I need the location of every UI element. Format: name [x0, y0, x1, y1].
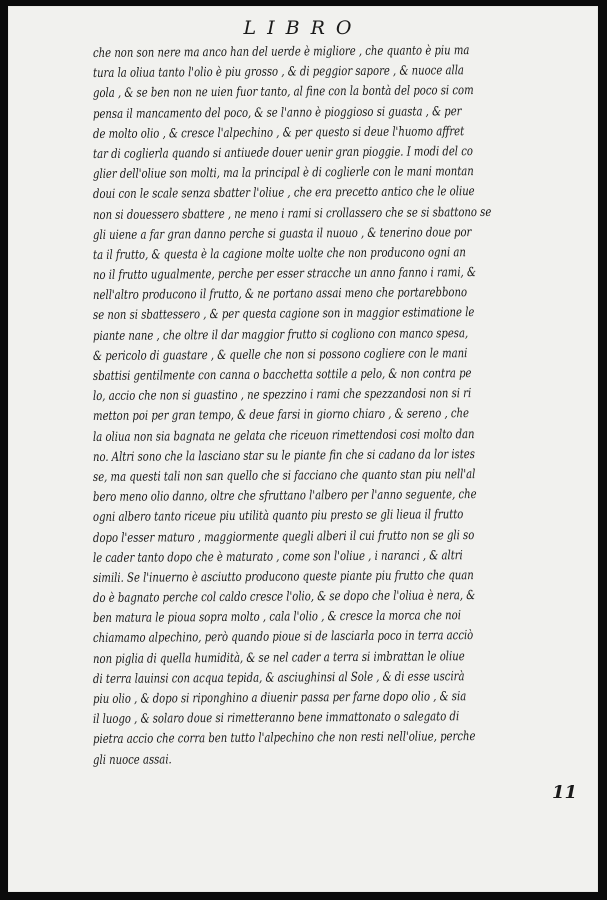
- text-line: se non si sbattessero , & per questa cagione son in maggior estimatione le: [92, 304, 475, 323]
- text-line: simili. Se l'inuerno è asciutto producono queste piante piu frutto che quan: [92, 566, 474, 585]
- text-line: che non son nere ma anco han del uerde è migliore , che quanto è piu ma: [92, 42, 470, 60]
- text-line: se, ma questi tali non san quello che si facciano che quanto stan piu nell'al: [92, 466, 476, 484]
- book-page: [8, 6, 598, 892]
- text-line: pietra accio che corra ben tutto l'alpechino che non resti nell'oliue, perche: [92, 728, 476, 747]
- text-line: glier dell'oliue son molti, ma la principal è di coglierle con le mani montan: [92, 163, 474, 182]
- text-line: gola , & se ben non ne uien fuor tanto, al fine con la bontà del poco si com: [92, 82, 474, 101]
- text-line: gli nuoce assai.: [92, 750, 172, 767]
- text-line: & pericolo di guastare , & quelle che non si possono cogliere con le mani: [92, 344, 468, 363]
- body-text: [93, 43, 593, 770]
- text-line: chiamamo alpechino, però quando pioue si de lasciarla poco in terra acciò: [92, 627, 474, 646]
- text-line: pensa il mancamento del poco, & se l'anno è pioggioso si guasta , & per: [92, 102, 462, 121]
- text-line: tar di coglierla quando si antiuede douer uenir gran pioggie. I modi del co: [92, 143, 473, 161]
- running-head: LIBRO: [243, 17, 363, 39]
- text-line: sbattisi gentilmente con canna o bacchetta sottile a pelo, & non contra pe: [92, 365, 472, 383]
- text-line: ogni albero tanto riceue piu utilità quanto piu presto se gli lieua il frutto: [92, 506, 464, 525]
- text-line: le cader tanto dopo che è maturato , come son l'oliue , i naranci , & altri: [92, 546, 463, 565]
- text-line: nell'altro producono il frutto, & ne portano assai meno che portarebbono: [92, 284, 468, 303]
- text-line: ben matura le pioua sopra molto , cala l'olio , & cresce la morca che noi: [92, 607, 461, 626]
- text-line: la oliua non sia bagnata ne gelata che riceuon rimettendosi cosi molto dan: [92, 425, 475, 444]
- text-line: piu olio , & dopo si riponghino a diuenir passa per farne dopo olio , & sia: [92, 688, 467, 706]
- text-line: no. Altri sono che la lasciano star su le piante fin che si cadano da lor istes: [92, 445, 475, 464]
- page-number: 11: [551, 782, 577, 803]
- text-line: il luogo , & solaro doue si rimetteranno bene immattonato o salegato di: [92, 708, 460, 727]
- text-line: lo, accio che non si guastino , ne spezzino i rami che spezzandosi non si ri: [92, 385, 472, 404]
- text-line: ta il frutto, & questa è la cagione molte uolte che non producono ogni an: [92, 244, 466, 262]
- text-line: metton poi per gran tempo, & deue farsi in giorno chiaro , & sereno , che: [92, 405, 470, 424]
- text-line: no il frutto ugualmente, perche per esser stracche un anno fanno i rami, &: [92, 264, 476, 283]
- text-line: bero meno olio danno, oltre che sfruttano l'albero per l'anno seguente, che: [92, 486, 477, 505]
- text-line: non si douessero sbattere , ne meno i rami si crollassero che se si sbattono se: [92, 203, 492, 222]
- text-line: de molto olio , & cresce l'alpechino , & per questo si deue l'huomo affret: [92, 122, 465, 141]
- text-line: dopo l'esser maturo , maggiormente quegli alberi il cui frutto non se gli so: [92, 526, 475, 545]
- text-line: non piglia di quella humidità, & se nel cader a terra si imbrattan le oliue: [92, 647, 465, 666]
- text-line: doui con le scale senza sbatter l'oliue , che era precetto antico che le oliue: [92, 183, 475, 202]
- text-line: piante nane , che oltre il dar maggior frutto si cogliono con manco spesa,: [92, 324, 469, 343]
- text-line: do è bagnato perche col caldo cresce l'olio, & se dopo che l'oliua è nera, &: [92, 587, 476, 606]
- text-line: gli uiene a far gran danno perche si guasta il nuouo , & tenerino doue por: [92, 223, 472, 242]
- text-line: di terra lauinsi con acqua tepida, & asciughinsi al Sole , & di esse uscirà: [92, 667, 465, 686]
- text-line: tura la oliua tanto l'olio è piu grosso , & di peggior sapore , & nuoce alla: [92, 62, 464, 81]
